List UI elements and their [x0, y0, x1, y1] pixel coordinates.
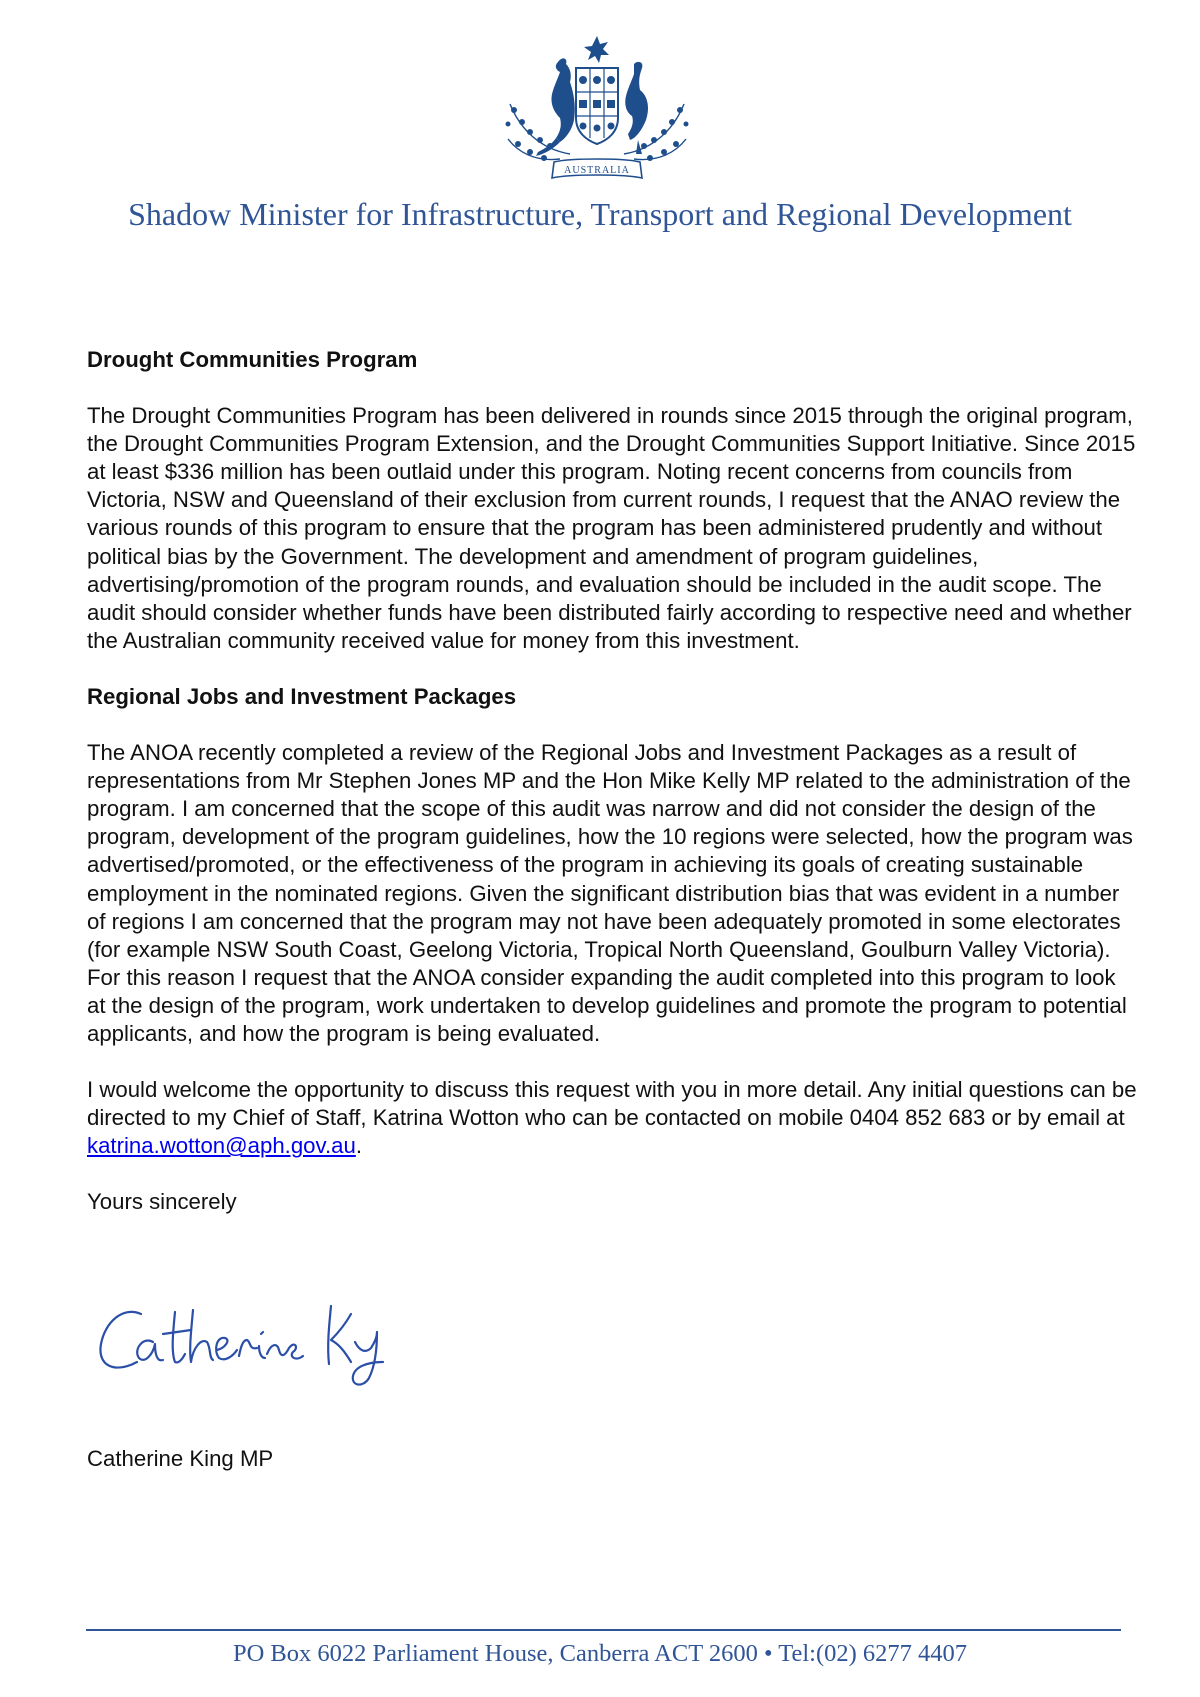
closing-text: I would welcome the opportunity to discuss this request with you in more detail. Any initial questions can be directed to my Chief of Staff, Katrina Wotton who can be contacted on mobile 0404 852 683 or by email at [87, 1077, 1137, 1131]
coat-of-arms-crest-icon [500, 34, 694, 186]
signature-text: Catherine King [93, 1292, 100, 1293]
section-heading-drought: Drought Communities Program [87, 347, 418, 372]
section-body-drought: The Drought Communities Program has been delivered in rounds since 2015 through the original program, the Drought Communities Program Extension, and the Drought Communities Support Initiative. Since 2015 at least $336 million has been outlaid under this program. Noting recent concerns from councils from Victoria, NSW and Queensland of their exclusion from current rounds, I request that the ANAO review the various rounds of this program to ensure that the program has been administered prudently and without political bias by the Government. The development and amendment of program guidelines, advertising/promotion of the program rounds, and evaluation should be included in the audit scope. The audit should consider whether funds have been distributed fairly according to respective need and whether the Australian community received value for money from this investment. [87, 403, 1136, 653]
letter-body [87, 346, 1137, 1244]
footer-divider [86, 1629, 1121, 1631]
signatory-name: Catherine King MP [87, 1446, 274, 1471]
section-heading-regional-jobs: Regional Jobs and Investment Packages [87, 683, 517, 709]
sign-off: Yours sincerely [87, 1189, 237, 1215]
office-title: Shadow Minister for Infrastructure, Transport and Regional Development [128, 196, 1072, 232]
section-body-regional-jobs: The ANOA recently completed a review of the Regional Jobs and Investment Packages as a result of representations from Mr Stephen Jones MP and the Hon Mike Kelly MP related to the administration of the program. I am concerned that the scope of this audit was narrow and did not consider the design of the program, development of the program guidelines, how the 10 regions were selected, how the program was advertised/promoted, or the effectiveness of the program in achieving its goals of creating sustainable employment in the nominated regions. Given the significant distribution bias that was evident in a number of regions I am concerned that the program may not have been adequately promoted in some electorates (for example NSW South Coast, Geelong Victoria, Tropical North Queensland, Goulburn Valley Victoria). For this reason I request that the ANOA consider expanding the audit completed into this program to look at the design of the program, work undertaken to develop guidelines and promote the program to potential applicants, and how the program is being evaluated. [87, 740, 1133, 1046]
footer-address: PO Box 6022 Parliament House, Canberra ACT 2600 • Tel:(02) 6277 4407 [232, 1640, 968, 1667]
closing-paragraph [87, 1076, 1137, 1160]
closing-period: . [355, 1133, 362, 1159]
email-link[interactable]: katrina.wotton@aph.gov.au [87, 1133, 356, 1159]
signature-image [93, 1292, 423, 1392]
crest-scroll-label: AUSTRALIA [564, 165, 630, 176]
